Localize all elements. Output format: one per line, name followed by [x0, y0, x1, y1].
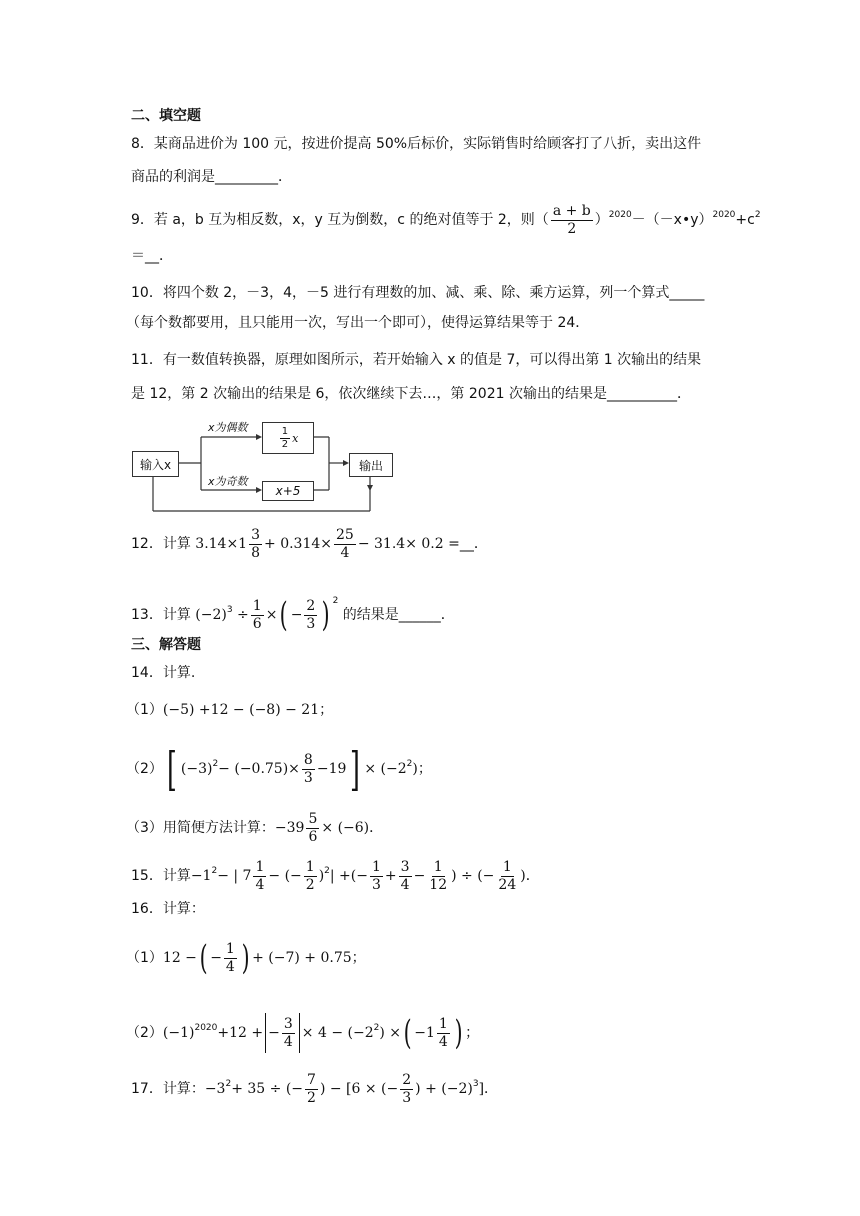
question-14-part-1: （1）(−5) +12 − (−8) − 21；: [126, 702, 334, 718]
question-17: 17．计算：$-3^2+ 35$ ÷ (− $\frac{7}{2}$ ) − [6 × (− $\frac{2}{3}$ ) + $(-2)^3$]．: [131, 1071, 499, 1106]
question-10-line-1: 10．将四个数 2，－3，4，－5 进行有理数的加、减、乘、除、乘方运算，列一个算式_____: [131, 285, 705, 301]
q13-lparen: (: [280, 595, 289, 635]
abs-bar-right: [299, 1013, 300, 1053]
q16-p1-frac: $\frac{1}{4}$: [225, 940, 235, 975]
q13-div: ÷: [237, 607, 249, 623]
flowchart-half-box: $\frac{1}{2}$ x: [262, 422, 314, 454]
q14-p2-e: )；: [412, 761, 432, 777]
q16-p2-rparen: ): [454, 1013, 463, 1053]
q12-term-b: + 0.314×: [264, 536, 333, 552]
q15-frac1: $\frac{1}{4}$: [255, 858, 265, 893]
q15-frac2: $\frac{1}{2}$: [305, 858, 315, 893]
question-16-part-1: （1）12 −( − $\frac{1}{4}$ ) + (−7) + 0.75；: [126, 938, 366, 978]
q13-rparen: ): [321, 595, 330, 635]
q14-p2-c: −19: [316, 761, 347, 777]
question-9-line-2: ＝__．: [131, 248, 173, 264]
question-10-line-2: （每个数都要用，且只能用一次，写出一个即可），使得运算结果等于 24．: [126, 315, 590, 331]
q16-rparen: ): [241, 938, 250, 978]
q12-frac1: $\frac{3}{8}$: [251, 526, 261, 561]
q9-exp3: 2: [754, 210, 761, 220]
q14-p2-dexp: 2: [406, 759, 413, 769]
q9-exp2: 2020: [712, 210, 736, 220]
q15-frac3: $\frac{1}{3}$: [371, 858, 381, 893]
q17-label: 17．计算：: [131, 1081, 205, 1097]
question-14-part-2: （2）[ $(-3)^2- (-0.75)\times$ $\frac{8}{3}$ $-19] \times (-2^2)$；: [126, 742, 432, 796]
q17-frac1: $\frac{7}{2}$: [307, 1071, 316, 1106]
q9-mid: －（－x•y）: [631, 212, 713, 228]
abs-bar-left: [265, 1013, 266, 1053]
q14-p2-a: (−3): [180, 761, 213, 777]
section-heading-fill-in: 二、填空题: [131, 108, 201, 124]
flowchart-output-box: 输出: [349, 453, 393, 477]
q9-text: 9．若 a，b 互为相反数，x，y 互为倒数，c 的绝对值等于 2，则（: [131, 212, 549, 228]
q14-p3-a: −39: [274, 820, 305, 836]
q13-times: ×: [265, 607, 278, 623]
q14-p3-b: × (−6)．: [321, 820, 384, 836]
question-14-title: 14．计算.: [131, 665, 196, 681]
question-16-part-2: $(2)(-1)^{2020}+12$ + − $\frac{3}{4}$ × $4 - (-2^2)$ ×( −1 $\frac{1}{4}$ ) ；: [126, 1013, 480, 1053]
flowchart-input-box: 输入x: [132, 451, 179, 477]
q15-frac5: $\frac{1}{12}$: [429, 858, 448, 893]
question-13: [131, 578, 455, 638]
q9-exp1: 2020: [608, 210, 632, 220]
q13-exp-e: 2: [332, 596, 339, 606]
q14-lbracket: [: [166, 742, 177, 796]
q9-fraction: $\frac{a + b}{2}$: [552, 202, 591, 237]
q16-p2-frac2: $\frac{1}{4}$: [438, 1015, 448, 1050]
flowchart-plus5-box: x+5: [262, 481, 314, 501]
q15-label: 15．计算: [131, 868, 191, 884]
question-11-line-2: 是 12，第 2 次输出的结果是 6，依次继续下去…，第 2021 次输出的结果是__________．: [131, 386, 691, 402]
question-8-line-2: 商品的利润是_________．: [131, 169, 292, 185]
q14-p1-expr: (−5) +12 − (−8) − 21；: [162, 702, 334, 718]
q14-p2-frac: $\frac{8}{3}$: [303, 751, 313, 786]
question-14-part-3: （3）用简便方法计算：−39 $\frac{5}{6}$ × (−6)．: [126, 810, 384, 845]
q14-p2-d: × (−2: [364, 761, 407, 777]
q9-close: ）: [594, 212, 609, 228]
question-11-line-1: 11．有一数值转换器，原理如图所示，若开始输入 x 的值是 7，可以得出第 1 次输出的结果: [131, 352, 702, 368]
question-9-line-1: [131, 196, 761, 239]
q13-frac2: $\frac{2}{3}$: [306, 597, 316, 632]
q12-term-c: − 31.4× 0.2 =: [357, 536, 460, 552]
q13-term-a: (−2): [195, 607, 227, 623]
question-16-title: 16．计算：: [131, 901, 205, 917]
q13-minus: −: [290, 607, 303, 623]
flowchart-odd-label: x为奇数: [208, 475, 248, 488]
q12-frac2: $\frac{25}{4}$: [336, 526, 354, 561]
q16-lparen: (: [199, 938, 208, 978]
q13-post: 的结果是______．: [342, 607, 455, 623]
q15-frac6: $\frac{1}{24}$: [498, 858, 517, 893]
q9-tail: +c: [735, 212, 755, 228]
q12-label: 12．计算: [131, 536, 191, 552]
q13-exp-a: 3: [226, 605, 233, 615]
q13-label: 13．计算: [131, 607, 191, 623]
q15-frac4: $\frac{3}{4}$: [400, 858, 410, 893]
q12-blank: __．: [459, 536, 488, 552]
q12-term-a: 3.14×1: [195, 536, 248, 552]
question-8-line-1: 8．某商品进价为 100 元，按进价提高 50%后标价，实际销售时给顾客打了八折，卖出这件: [131, 136, 702, 152]
question-15: 15．计算$-1^2-$ | 7 $\frac{1}{4}$ − (− $\frac{1}{2}$ )$^2$| +(− $\frac{1}{3}$ + $\frac{3}{4}$ − $\frac{1}{12}$ ) ÷ (− $\frac{1}{24}$ )．: [131, 858, 540, 893]
q16-p2-lparen: (: [403, 1013, 412, 1053]
q14-p2-aexp: 2: [212, 759, 219, 769]
flowchart: [131, 415, 411, 520]
q17-frac2: $\frac{2}{3}$: [402, 1071, 412, 1106]
question-12: [131, 524, 488, 564]
section-heading-answer: 三、解答题: [131, 637, 201, 653]
q14-p2-b: − (−0.75)×: [218, 761, 300, 777]
q16-p2-frac1: $\frac{3}{4}$: [283, 1015, 293, 1050]
q14-rbracket: ]: [350, 742, 361, 796]
flowchart-even-label: x为偶数: [208, 421, 248, 434]
q13-frac1: $\frac{1}{6}$: [252, 597, 262, 632]
q14-p3-frac: $\frac{5}{6}$: [308, 810, 318, 845]
